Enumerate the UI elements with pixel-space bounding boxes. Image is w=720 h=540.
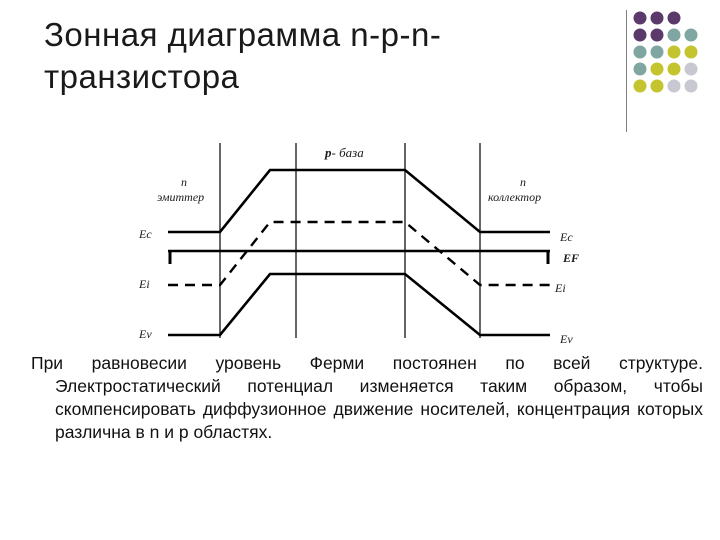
- dot-row-5: [634, 80, 698, 93]
- decorative-vertical-line: [626, 10, 627, 132]
- dot: [634, 12, 647, 25]
- dot: [634, 80, 647, 93]
- dot: [634, 46, 647, 59]
- dot: [651, 80, 664, 93]
- title-line-2: транзистора: [44, 58, 240, 95]
- valence-band-line: [168, 274, 550, 335]
- dot: [634, 63, 647, 76]
- ev-left-label: Ev: [139, 327, 152, 341]
- decorative-dot-grid: [630, 8, 710, 108]
- dot: [668, 80, 681, 93]
- dot: [668, 29, 681, 42]
- base-label: p- база: [325, 145, 364, 160]
- ec-left-label: Ec: [139, 227, 152, 241]
- ec-right-label: Ec: [560, 230, 573, 244]
- ei-right-label: Ei: [555, 281, 566, 295]
- dot: [651, 46, 664, 59]
- dot: [685, 29, 698, 42]
- explanation-paragraph: При равновесии уровень Ферми постоянен по всей структуре. Электростатический потенциал изменяется таким образом, чтобы скомпенсировать диффузионное движение носителей, концентрация которых различна в n и p областях.: [31, 353, 703, 442]
- dot: [651, 29, 664, 42]
- dot: [685, 63, 698, 76]
- collector-label-n: n: [520, 175, 526, 189]
- dot: [668, 12, 681, 25]
- dot: [651, 63, 664, 76]
- dot-row-3: [634, 46, 698, 59]
- title-line-1: Зонная диаграмма n-p-n-: [44, 16, 442, 53]
- emitter-label: эмиттер: [157, 190, 205, 204]
- ef-right-label: EF: [563, 251, 580, 265]
- ei-left-label: Ei: [139, 277, 150, 291]
- dot: [685, 80, 698, 93]
- dot-row-4: [634, 63, 698, 76]
- ev-right-label: Ev: [560, 332, 573, 346]
- band-diagram: [135, 138, 580, 348]
- dot: [634, 29, 647, 42]
- dot-row-1: [634, 12, 681, 25]
- slide-title: [44, 14, 604, 98]
- dot: [651, 12, 664, 25]
- dot: [668, 46, 681, 59]
- dot: [685, 46, 698, 59]
- dot-row-2: [634, 29, 698, 42]
- dot: [668, 63, 681, 76]
- emitter-label-n: n: [181, 175, 187, 189]
- collector-label: коллектор: [488, 190, 542, 204]
